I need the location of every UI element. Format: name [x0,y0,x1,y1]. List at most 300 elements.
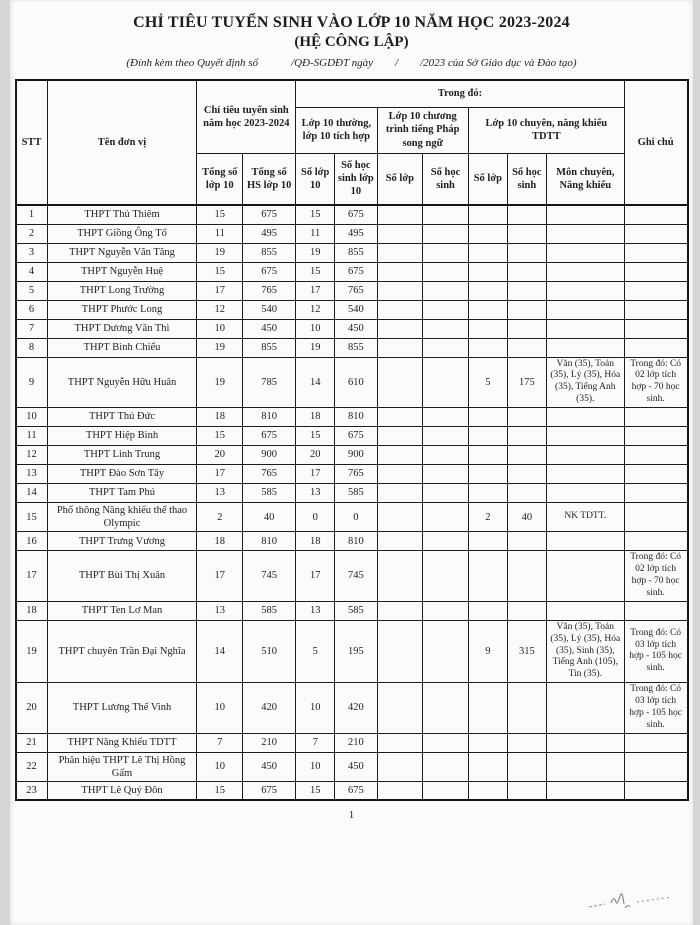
cell-chuyen-hs [507,427,546,446]
cell-chuyen-lop [468,281,507,300]
col-header-ten-don-vi: Tên đơn vị [47,80,197,205]
cell-stt: 13 [16,465,48,484]
cell-thuong-hs: 745 [335,551,377,602]
cell-thuong-lop: 15 [296,205,335,224]
table-row [16,620,688,682]
cell-phap-hs [423,243,469,262]
cell-name: THPT Năng Khiếu TDTT [47,733,197,752]
cell-ghi-chu [624,752,687,781]
cell-stt: 12 [16,446,48,465]
cell-thuong-hs: 0 [335,503,377,532]
cell-thuong-hs: 675 [335,262,377,281]
cell-thuong-lop: 15 [296,262,335,281]
cell-tong-lop: 13 [197,601,243,620]
cell-tong-lop: 15 [197,262,243,281]
cell-tong-lop: 13 [197,484,243,503]
cell-mon-chuyen [546,281,624,300]
cell-tong-lop: 20 [197,446,243,465]
cell-tong-lop: 17 [197,281,243,300]
cell-ghi-chu [624,338,687,357]
cell-stt: 19 [16,620,48,682]
cell-ghi-chu: Trong đó: Có 03 lớp tích hợp - 105 học sinh. [624,620,687,682]
cell-name: Phân hiệu THPT Lê Thị Hồng Gấm [47,752,197,781]
cell-thuong-hs: 810 [335,408,377,427]
cell-stt: 1 [16,205,48,224]
page-title: CHỈ TIÊU TUYỂN SINH VÀO LỚP 10 NĂM HỌC 2023-2024 [133,14,570,31]
cell-chuyen-hs: 315 [507,620,546,682]
cell-phap-hs [423,683,469,734]
cell-ghi-chu [624,601,687,620]
col-group-tieng-phap: Lớp 10 chương trình tiếng Pháp song ngữ [377,107,468,153]
decision-reference-line: (Đính kèm theo Quyết định số /QĐ-SGDĐT ngày / /2023 của Sở Giáo dục và Đào tạo) [126,57,577,69]
cell-name: THPT Thủ Đức [47,408,197,427]
cell-stt: 3 [16,243,48,262]
cell-chuyen-lop [468,484,507,503]
cell-ghi-chu: Trong đó: Có 02 lớp tích hợp - 70 học sinh. [624,357,687,408]
cell-stt: 21 [16,733,48,752]
cell-thuong-hs: 420 [335,683,377,734]
cell-phap-lop [377,243,423,262]
cell-chuyen-hs [507,465,546,484]
cell-tong-lop: 19 [197,357,243,408]
cell-chuyen-hs [507,300,546,319]
cell-name: THPT Hiệp Bình [47,427,197,446]
cell-ghi-chu [624,262,687,281]
cell-chuyen-lop [468,300,507,319]
cell-phap-lop [377,262,423,281]
cell-tong-lop: 15 [197,781,243,800]
table-row [16,484,688,503]
cell-name: THPT Đào Sơn Tây [47,465,197,484]
cell-thuong-lop: 7 [296,733,335,752]
table-row [16,733,688,752]
cell-thuong-lop: 19 [296,338,335,357]
col-header-so-lop-phap: Số lớp [377,153,423,205]
cell-mon-chuyen [546,243,624,262]
cell-mon-chuyen [546,408,624,427]
cell-chuyen-hs: 40 [507,503,546,532]
cell-chuyen-lop [468,427,507,446]
table-row [16,224,688,243]
cell-phap-hs [423,733,469,752]
cell-mon-chuyen [546,427,624,446]
cell-chuyen-hs [507,484,546,503]
cell-phap-lop [377,551,423,602]
cell-phap-hs [423,281,469,300]
cell-tong-hs: 210 [243,733,296,752]
cell-stt: 11 [16,427,48,446]
cell-chuyen-lop [468,551,507,602]
cell-ghi-chu [624,281,687,300]
cell-mon-chuyen [546,300,624,319]
table-row [16,338,688,357]
table-row [16,781,688,800]
cell-tong-lop: 10 [197,319,243,338]
cell-chuyen-lop [468,465,507,484]
cell-thuong-lop: 11 [296,224,335,243]
cell-thuong-lop: 18 [296,532,335,551]
cell-tong-hs: 540 [243,300,296,319]
cell-mon-chuyen [546,532,624,551]
cell-thuong-lop: 0 [296,503,335,532]
cell-phap-hs [423,224,469,243]
cell-thuong-lop: 17 [296,281,335,300]
cell-tong-hs: 585 [243,601,296,620]
cell-mon-chuyen [546,551,624,602]
cell-tong-hs: 765 [243,465,296,484]
page-number: 1 [348,809,355,822]
cell-thuong-hs: 585 [335,601,377,620]
cell-tong-hs: 745 [243,551,296,602]
cell-name: THPT Lương Thế Vinh [47,683,197,734]
cell-thuong-lop: 5 [296,620,335,682]
cell-stt: 8 [16,338,48,357]
cell-chuyen-hs [507,683,546,734]
cell-chuyen-lop [468,319,507,338]
cell-phap-hs [423,620,469,682]
cell-name: THPT Linh Trung [47,446,197,465]
cell-tong-hs: 675 [243,781,296,800]
table-row [16,465,688,484]
cell-ghi-chu [624,300,687,319]
col-group-chuyen: Lớp 10 chuyên, năng khiếu TDTT [468,107,624,153]
cell-thuong-lop: 10 [296,752,335,781]
cell-tong-lop: 18 [197,532,243,551]
cell-tong-hs: 675 [243,262,296,281]
cell-tong-hs: 855 [243,243,296,262]
cell-phap-lop [377,300,423,319]
cell-mon-chuyen [546,205,624,224]
cell-phap-hs [423,262,469,281]
cell-mon-chuyen [546,752,624,781]
cell-chuyen-hs [507,338,546,357]
table-header [16,80,688,205]
cell-ghi-chu [624,408,687,427]
cell-thuong-hs: 675 [335,427,377,446]
cell-thuong-hs: 675 [335,781,377,800]
cell-name: THPT Bình Chiểu [47,338,197,357]
cell-mon-chuyen [546,338,624,357]
col-header-so-hoc-sinh-phap: Số học sinh [423,153,469,205]
cell-thuong-lop: 15 [296,427,335,446]
cell-mon-chuyen [546,733,624,752]
cell-tong-hs: 810 [243,408,296,427]
cell-thuong-lop: 18 [296,408,335,427]
cell-phap-hs [423,551,469,602]
cell-phap-hs [423,300,469,319]
title-block [14,14,689,69]
cell-stt: 23 [16,781,48,800]
cell-name: THPT Tam Phú [47,484,197,503]
cell-phap-lop [377,224,423,243]
cell-chuyen-hs [507,281,546,300]
cell-phap-lop [377,465,423,484]
cell-ghi-chu [624,224,687,243]
cell-chuyen-lop [468,408,507,427]
cell-phap-lop [377,620,423,682]
cell-chuyen-lop: 9 [468,620,507,682]
col-header-so-hoc-sinh-chuyen: Số học sinh [507,153,546,205]
cell-chuyen-hs [507,243,546,262]
cell-stt: 18 [16,601,48,620]
cell-tong-hs: 495 [243,224,296,243]
cell-stt: 7 [16,319,48,338]
cell-phap-lop [377,408,423,427]
cell-thuong-hs: 195 [335,620,377,682]
cell-mon-chuyen: Văn (35), Toán (35), Lý (35), Hóa (35), Sinh (35), Tiếng Anh (105), Tin (35). [546,620,624,682]
cell-phap-lop [377,446,423,465]
table-row [16,551,688,602]
col-header-tong-so-hs-lop-10: Tổng số HS lớp 10 [243,153,296,205]
cell-thuong-hs: 210 [335,733,377,752]
cell-thuong-hs: 495 [335,224,377,243]
table-row [16,683,688,734]
cell-chuyen-lop [468,338,507,357]
cell-thuong-lop: 20 [296,446,335,465]
table-row [16,319,688,338]
cell-tong-hs: 675 [243,205,296,224]
cell-thuong-lop: 13 [296,601,335,620]
cell-mon-chuyen [546,465,624,484]
cell-phap-hs [423,205,469,224]
cell-stt: 2 [16,224,48,243]
cell-phap-hs [423,319,469,338]
cell-tong-lop: 15 [197,427,243,446]
cell-tong-hs: 420 [243,683,296,734]
cell-thuong-lop: 13 [296,484,335,503]
cell-mon-chuyen [546,683,624,734]
cell-name: THPT Phước Long [47,300,197,319]
cell-phap-hs [423,484,469,503]
cell-phap-hs [423,338,469,357]
cell-stt: 4 [16,262,48,281]
table-row [16,601,688,620]
cell-thuong-lop: 17 [296,551,335,602]
cell-chuyen-hs [507,601,546,620]
cell-phap-lop [377,781,423,800]
document-page [10,0,693,925]
cell-phap-hs [423,752,469,781]
cell-chuyen-hs [507,752,546,781]
signature-scribble-icon [585,889,675,915]
cell-thuong-hs: 450 [335,752,377,781]
cell-tong-hs: 810 [243,532,296,551]
table-row [16,408,688,427]
cell-tong-lop: 18 [197,408,243,427]
cell-phap-lop [377,281,423,300]
cell-mon-chuyen [546,781,624,800]
col-header-stt: STT [16,80,48,205]
cell-phap-hs [423,427,469,446]
col-group-lop-thuong: Lớp 10 thường, lớp 10 tích hợp [296,107,377,153]
cell-phap-lop [377,427,423,446]
table-row [16,262,688,281]
col-header-tong-so-lop-10: Tổng số lớp 10 [197,153,243,205]
cell-chuyen-lop [468,683,507,734]
cell-phap-lop [377,205,423,224]
cell-thuong-hs: 855 [335,243,377,262]
cell-stt: 17 [16,551,48,602]
cell-chuyen-lop [468,601,507,620]
cell-chuyen-hs [507,733,546,752]
cell-name: THPT Long Trường [47,281,197,300]
cell-phap-hs [423,601,469,620]
cell-phap-hs [423,357,469,408]
cell-name: THPT Thủ Thiêm [47,205,197,224]
cell-chuyen-lop [468,532,507,551]
cell-tong-lop: 17 [197,465,243,484]
table-row [16,205,688,224]
cell-chuyen-lop [468,205,507,224]
cell-chuyen-hs [507,551,546,602]
cell-phap-lop [377,733,423,752]
cell-tong-lop: 2 [197,503,243,532]
cell-tong-lop: 11 [197,224,243,243]
cell-ghi-chu [624,484,687,503]
cell-stt: 5 [16,281,48,300]
cell-phap-lop [377,752,423,781]
cell-thuong-hs: 765 [335,465,377,484]
cell-mon-chuyen [546,601,624,620]
cell-ghi-chu [624,465,687,484]
cell-thuong-hs: 675 [335,205,377,224]
cell-chuyen-lop [468,446,507,465]
cell-chuyen-lop: 5 [468,357,507,408]
cell-name: THPT Dương Văn Thì [47,319,197,338]
cell-name: THPT Lê Quý Đôn [47,781,197,800]
cell-chuyen-hs [507,224,546,243]
cell-tong-lop: 19 [197,338,243,357]
cell-tong-lop: 10 [197,752,243,781]
table-body [16,205,688,800]
cell-phap-hs [423,408,469,427]
cell-tong-hs: 675 [243,427,296,446]
cell-chuyen-hs [507,446,546,465]
table-row [16,281,688,300]
cell-phap-hs [423,781,469,800]
cell-thuong-lop: 17 [296,465,335,484]
cell-thuong-hs: 585 [335,484,377,503]
col-group-trong-do: Trong đó: [296,80,625,107]
table-row [16,446,688,465]
cell-stt: 6 [16,300,48,319]
cell-thuong-lop: 14 [296,357,335,408]
cell-thuong-hs: 810 [335,532,377,551]
cell-ghi-chu [624,532,687,551]
cell-chuyen-lop [468,243,507,262]
cell-thuong-hs: 540 [335,300,377,319]
cell-thuong-hs: 450 [335,319,377,338]
cell-stt: 22 [16,752,48,781]
table-row [16,503,688,532]
cell-stt: 16 [16,532,48,551]
cell-phap-hs [423,532,469,551]
cell-name: THPT Trưng Vương [47,532,197,551]
cell-phap-lop [377,601,423,620]
cell-chuyen-lop [468,752,507,781]
cell-chuyen-hs [507,205,546,224]
col-header-so-lop-chuyen: Số lớp [468,153,507,205]
cell-chuyen-hs [507,781,546,800]
cell-ghi-chu [624,446,687,465]
cell-name: THPT Nguyễn Huệ [47,262,197,281]
cell-tong-hs: 585 [243,484,296,503]
cell-tong-lop: 14 [197,620,243,682]
cell-chuyen-hs [507,408,546,427]
table-row [16,243,688,262]
col-header-so-lop-10: Số lớp 10 [296,153,335,205]
cell-chuyen-hs [507,319,546,338]
cell-name: THPT chuyên Trần Đại Nghĩa [47,620,197,682]
cell-mon-chuyen: NK TDTT. [546,503,624,532]
cell-tong-lop: 10 [197,683,243,734]
cell-tong-hs: 855 [243,338,296,357]
cell-ghi-chu [624,427,687,446]
cell-phap-lop [377,319,423,338]
cell-thuong-hs: 900 [335,446,377,465]
cell-chuyen-hs [507,532,546,551]
cell-stt: 15 [16,503,48,532]
cell-tong-lop: 15 [197,205,243,224]
cell-stt: 14 [16,484,48,503]
cell-name: THPT Ten Lơ Man [47,601,197,620]
page-subtitle-system: (HỆ CÔNG LẬP) [294,34,409,50]
cell-thuong-hs: 610 [335,357,377,408]
cell-ghi-chu: Trong đó: Có 03 lớp tích hợp - 105 học sinh. [624,683,687,734]
cell-thuong-lop: 19 [296,243,335,262]
cell-phap-hs [423,503,469,532]
cell-name: THPT Giồng Ông Tố [47,224,197,243]
table-row [16,300,688,319]
cell-tong-lop: 19 [197,243,243,262]
cell-thuong-hs: 855 [335,338,377,357]
header-row-groups [16,80,688,107]
cell-chuyen-lop [468,262,507,281]
table-row [16,752,688,781]
cell-tong-hs: 900 [243,446,296,465]
cell-chuyen-lop [468,224,507,243]
cell-chuyen-lop: 2 [468,503,507,532]
cell-chuyen-lop [468,781,507,800]
enrollment-quota-table [15,79,689,801]
cell-phap-hs [423,446,469,465]
cell-mon-chuyen [546,484,624,503]
cell-thuong-lop: 12 [296,300,335,319]
cell-mon-chuyen [546,224,624,243]
cell-mon-chuyen [546,446,624,465]
cell-mon-chuyen: Văn (35), Toán (35), Lý (35), Hóa (35), Tiếng Anh (35). [546,357,624,408]
cell-stt: 20 [16,683,48,734]
cell-phap-lop [377,357,423,408]
cell-tong-hs: 40 [243,503,296,532]
cell-name: Phổ thông Năng khiếu thể thao Olympic [47,503,197,532]
cell-tong-hs: 450 [243,752,296,781]
cell-tong-hs: 765 [243,281,296,300]
cell-phap-lop [377,503,423,532]
cell-name: THPT Nguyễn Văn Tăng [47,243,197,262]
cell-phap-hs [423,465,469,484]
cell-tong-hs: 510 [243,620,296,682]
cell-tong-lop: 17 [197,551,243,602]
cell-stt: 10 [16,408,48,427]
cell-tong-hs: 785 [243,357,296,408]
table-row [16,532,688,551]
cell-ghi-chu [624,733,687,752]
cell-thuong-lop: 10 [296,319,335,338]
table-row [16,357,688,408]
cell-thuong-lop: 15 [296,781,335,800]
cell-ghi-chu [624,503,687,532]
